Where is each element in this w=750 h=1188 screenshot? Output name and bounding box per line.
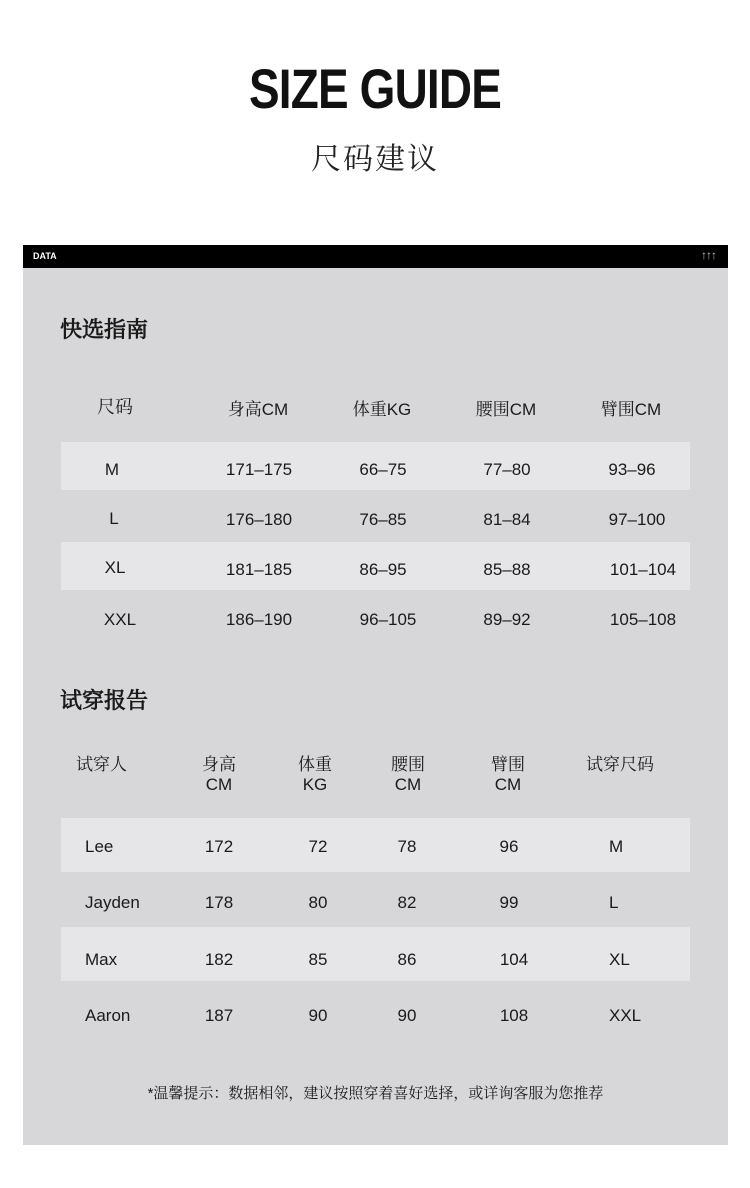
size-panel bbox=[23, 245, 728, 1145]
fit-header-weight-unit: KG bbox=[302, 775, 328, 794]
page-title: SIZE GUIDE bbox=[248, 57, 502, 120]
fit-header-weight: 体重 bbox=[298, 755, 332, 774]
table-cell: 93–96 bbox=[608, 460, 656, 479]
table-cell: 101–104 bbox=[609, 560, 677, 579]
table-cell: 178 bbox=[204, 893, 234, 912]
fit-header-height: 身高 bbox=[202, 755, 236, 774]
fit-header-arm-unit: CM bbox=[494, 775, 522, 794]
table-cell: 97–100 bbox=[608, 510, 666, 529]
table-cell: 182 bbox=[204, 950, 234, 969]
table-cell: 82 bbox=[397, 893, 417, 912]
table-cell: 104 bbox=[499, 950, 529, 969]
table-cell: 89–92 bbox=[483, 610, 531, 629]
table-cell: Jayden bbox=[85, 893, 140, 912]
table-cell: 90 bbox=[397, 1006, 417, 1025]
table-cell: 181–185 bbox=[225, 560, 293, 579]
table-cell: 81–84 bbox=[483, 510, 531, 529]
quick-header-arm: 臂围CM bbox=[600, 400, 662, 419]
arrow-up-icon: ↑↑↑ bbox=[701, 248, 716, 262]
fit-header-waist: 腰围 bbox=[391, 755, 425, 774]
fit-row-bg bbox=[61, 818, 690, 872]
table-cell: 186–190 bbox=[225, 610, 293, 629]
table-cell: XL bbox=[104, 558, 126, 577]
table-cell: 105–108 bbox=[609, 610, 677, 629]
table-cell: 171–175 bbox=[225, 460, 293, 479]
fit-header-waist-unit: CM bbox=[394, 775, 422, 794]
table-cell: XXL bbox=[609, 1006, 642, 1025]
table-cell: 172 bbox=[204, 837, 234, 856]
fit-header-tried-size: 试穿尺码 bbox=[586, 755, 654, 774]
table-cell: 96 bbox=[499, 837, 519, 856]
fit-report-title: 试穿报告 bbox=[60, 688, 149, 713]
table-cell: 85–88 bbox=[483, 560, 531, 579]
table-cell: Max bbox=[85, 950, 118, 969]
quick-header-size: 尺码 bbox=[97, 397, 133, 417]
table-cell: 86 bbox=[397, 950, 417, 969]
quick-header-waist: 腰围CM bbox=[475, 400, 537, 419]
table-cell: 90 bbox=[308, 1006, 328, 1025]
table-cell: 78 bbox=[397, 837, 417, 856]
table-cell: 72 bbox=[308, 837, 328, 856]
table-cell: L bbox=[609, 893, 619, 912]
table-cell: 99 bbox=[499, 893, 519, 912]
table-cell: XXL bbox=[103, 610, 137, 629]
table-cell: 187 bbox=[204, 1006, 234, 1025]
fit-header-height-unit: CM bbox=[205, 775, 233, 794]
table-cell: 66–75 bbox=[359, 460, 407, 479]
table-cell: L bbox=[109, 509, 119, 528]
panel-header-bar bbox=[23, 245, 728, 268]
fit-header-tester: 试穿人 bbox=[76, 755, 127, 774]
quick-header-height: 身高CM bbox=[227, 400, 289, 419]
table-cell: 80 bbox=[308, 893, 328, 912]
table-cell: 86–95 bbox=[359, 560, 407, 579]
size-note: *温馨提示：数据相邻，建议按照穿着喜好选择，或详询客服为您推荐 bbox=[147, 1085, 604, 1102]
table-cell: 176–180 bbox=[225, 510, 293, 529]
quick-guide-title: 快选指南 bbox=[60, 317, 149, 342]
table-cell: Lee bbox=[85, 837, 114, 856]
table-cell: M bbox=[104, 460, 120, 479]
page-subtitle: 尺码建议 bbox=[311, 143, 439, 176]
table-cell: 108 bbox=[499, 1006, 529, 1025]
quick-header-weight: 体重KG bbox=[352, 400, 412, 419]
table-cell: 77–80 bbox=[483, 460, 531, 479]
table-cell: 85 bbox=[308, 950, 328, 969]
table-cell: M bbox=[609, 837, 624, 856]
table-cell: XL bbox=[609, 950, 630, 969]
table-cell: 96–105 bbox=[359, 610, 417, 629]
table-cell: Aaron bbox=[85, 1006, 131, 1025]
fit-row-bg bbox=[61, 927, 690, 981]
table-cell: 76–85 bbox=[359, 510, 407, 529]
bar-label: DATA bbox=[33, 251, 57, 261]
fit-header-arm: 臂围 bbox=[491, 755, 525, 774]
